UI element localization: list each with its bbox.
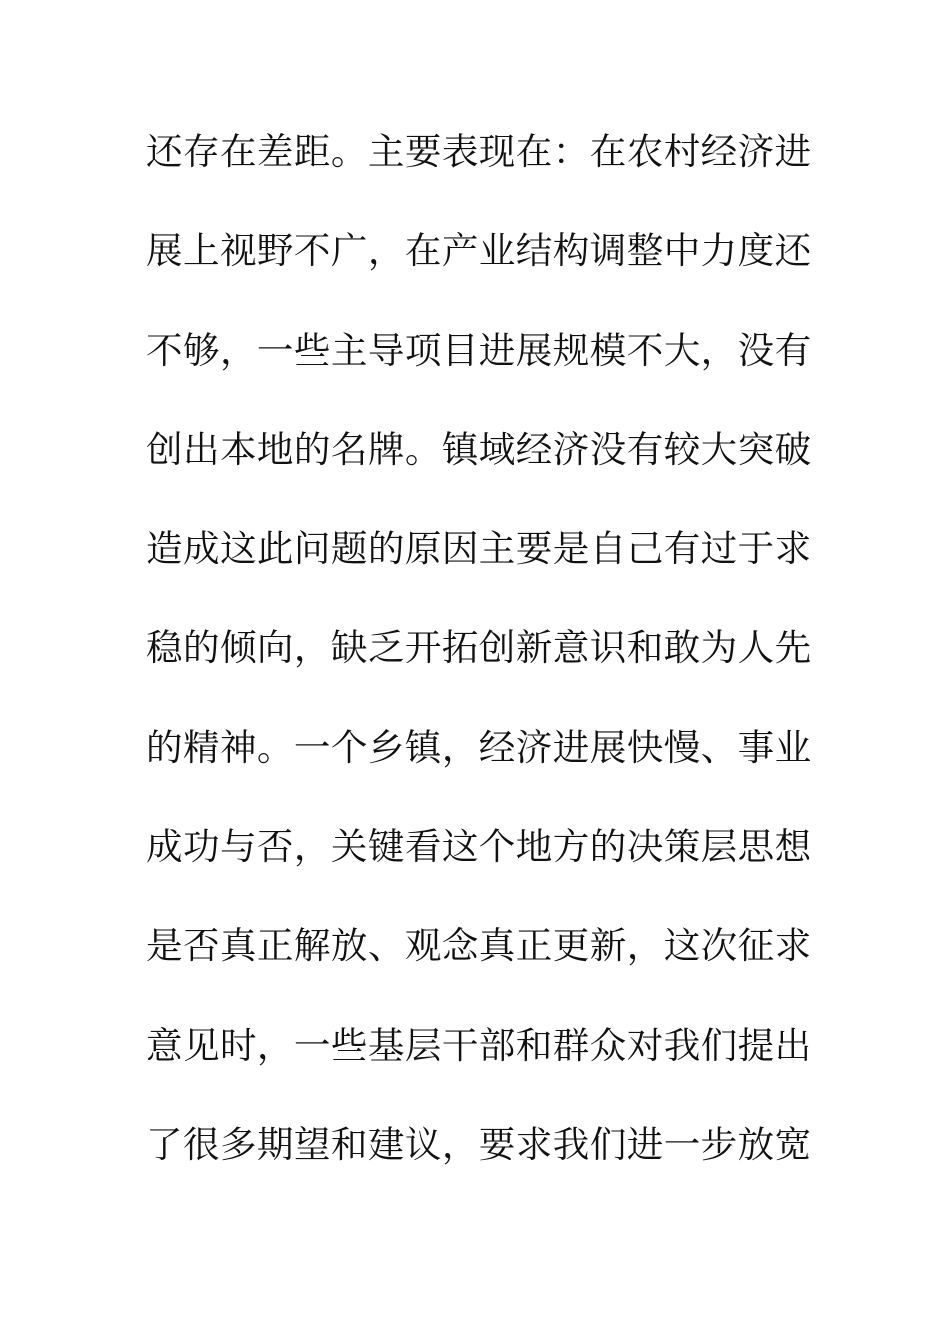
text-line: 造成这此问题的原因主要是自己有过于求	[146, 527, 812, 571]
text-line: 的精神。一个乡镇，经济进展快慢、事业	[146, 725, 812, 769]
text-line: 意见时，一些基层干部和群众对我们提出	[146, 1023, 812, 1067]
text-line: 还存在差距。主要表现在：在农村经济进	[146, 130, 812, 173]
text-line: 稳的倾向，缺乏开拓创新意识和敢为人先	[146, 626, 812, 670]
text-line: 是否真正解放、观念真正更新，这次征求	[146, 924, 812, 968]
body-text	[146, 127, 810, 1219]
text-line: 成功与否，关键看这个地方的决策层思想	[146, 825, 812, 869]
text-line: 不够，一些主导项目进展规模不大，没有	[146, 328, 812, 372]
text-line: 展上视野不广，在产业结构调整中力度还	[146, 229, 812, 273]
text-line: 了很多期望和建议，要求我们进一步放宽	[146, 1122, 812, 1166]
text-line: 创出本地的名牌。镇域经济没有较大突破	[146, 427, 812, 471]
